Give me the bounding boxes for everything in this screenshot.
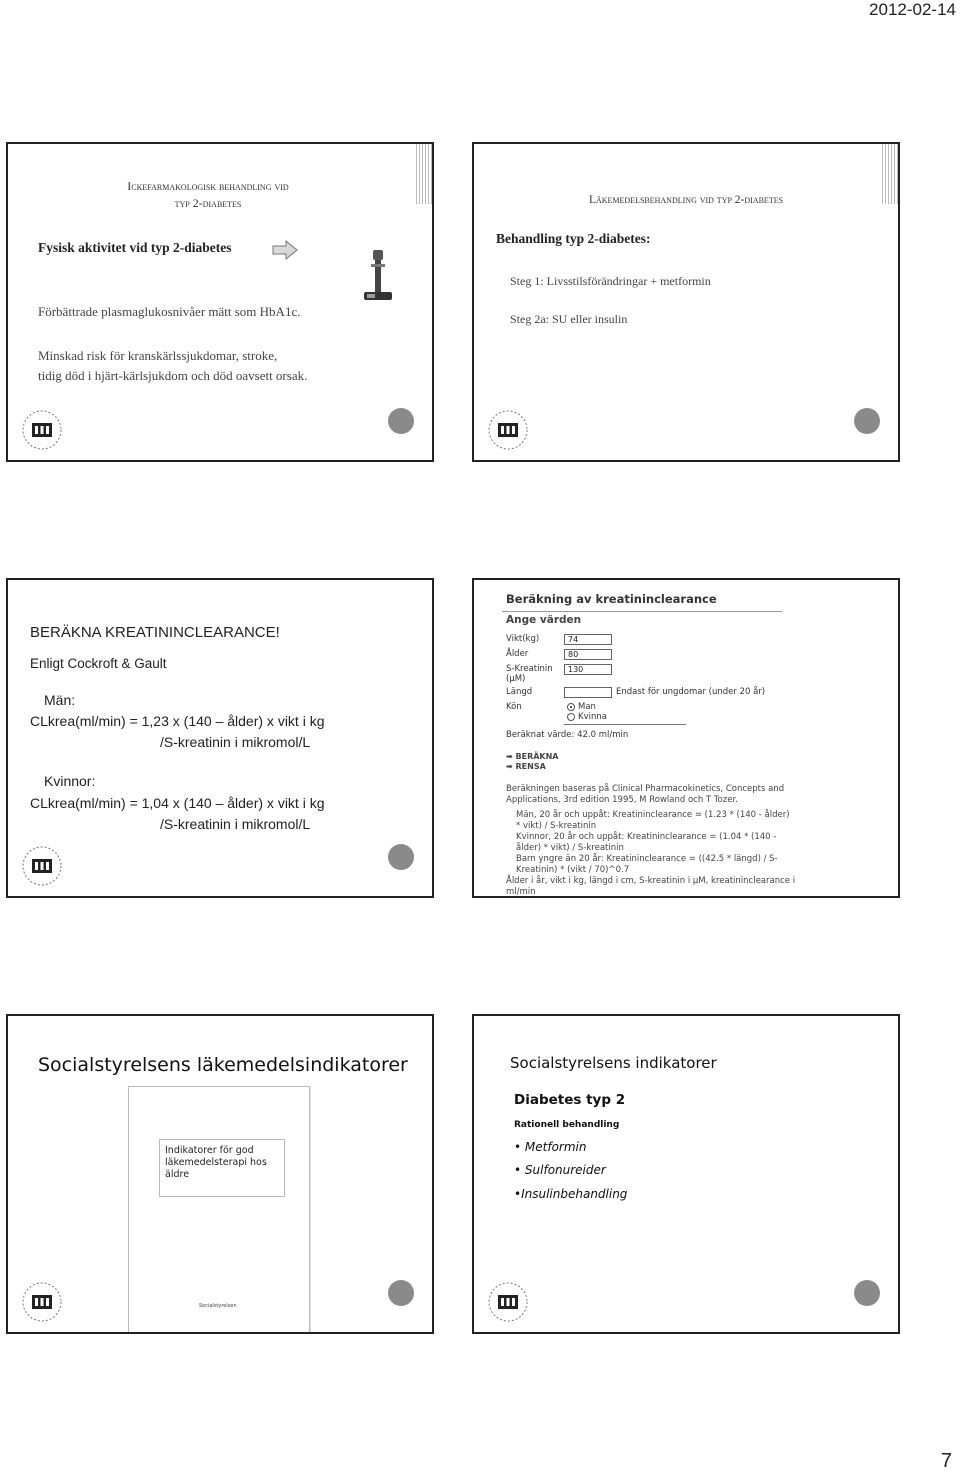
umea-university-logo-icon — [20, 844, 64, 888]
sex-female-radio[interactable] — [567, 713, 575, 721]
bullet-icon: • — [514, 1140, 525, 1154]
slide-ickefarmakologisk — [6, 142, 434, 462]
list-item-label: Sulfonureider — [524, 1163, 606, 1177]
slide-point-2 — [38, 346, 338, 386]
slide-subheading: Rationell behandling — [514, 1120, 620, 1130]
length-input[interactable] — [564, 687, 612, 698]
slide-socialstyrelsens-indikatorer — [472, 1014, 900, 1334]
slide-title: Socialstyrelsens läkemedelsindikatorer — [38, 1054, 408, 1076]
sex-male-radio[interactable] — [567, 703, 575, 711]
slide-heading: Behandling typ 2-diabetes: — [496, 231, 651, 246]
slide-point-1: Förbättrade plasmaglukosnivåer mätt som HbA1c. — [38, 304, 301, 319]
sex-male-label: Man — [578, 702, 596, 712]
slide-edge-shadow — [416, 144, 432, 204]
title-line-2: typ 2-diabetes — [174, 196, 242, 210]
body-scale-icon — [358, 248, 398, 304]
bullet-icon: • — [514, 1187, 522, 1201]
slide-dot-icon — [388, 844, 414, 870]
umea-university-logo-icon — [20, 408, 64, 452]
screatinine-label-line-2: (µM) — [506, 674, 526, 684]
slide-step-2: Steg 2a: SU eller insulin — [510, 312, 628, 326]
bullet-icon: • — [514, 1163, 525, 1177]
arrow-right-icon — [272, 240, 298, 260]
women-formula: CLkrea(ml/min) = 1,04 x (140 – ålder) x vikt i kg — [30, 795, 325, 811]
length-note: Endast för ungdomar (under 20 år) — [616, 687, 766, 697]
result-value: Beräknat värde: 42.0 ml/min — [506, 730, 629, 740]
age-label: Ålder — [506, 649, 529, 659]
list-item-label: Metformin — [524, 1140, 587, 1154]
section-heading: Ange värden — [506, 614, 582, 626]
slide-title: Läkemedelsbehandling vid typ 2-diabetes — [588, 194, 784, 206]
slide-dot-icon — [854, 408, 880, 434]
women-label: Kvinnor: — [44, 773, 96, 789]
units-footnote: Ålder i år, vikt i kg, längd i cm, S-kreatinin i µM, kreatininclearance i ml/min — [506, 876, 796, 897]
slide-socialstyrelsens-lakemedelsindikatorer — [6, 1014, 434, 1334]
men-formula: CLkrea(ml/min) = 1,23 x (140 – ålder) x vikt i kg — [30, 713, 325, 729]
weight-input[interactable]: 74 — [564, 634, 612, 645]
bullet-women: Kvinnor, 20 år och uppåt: Kreatininclearance = (1.04 * (140 - ålder) * vikt) / S-kreatinin — [516, 832, 777, 853]
slide-title: Socialstyrelsens indikatorer — [510, 1054, 717, 1072]
title-underline — [502, 611, 782, 612]
slide-subtitle: Diabetes typ 2 — [514, 1092, 626, 1108]
umea-university-logo-icon — [20, 1280, 64, 1324]
bullet-children: Barn yngre än 20 år: Kreatininclearance = ((42.5 * längd) / S-Kreatinin) * (vikt / 70)^0.7 — [516, 854, 778, 875]
point-2-line-1: Minskad risk för kranskärlssjukdomar, stroke, — [38, 348, 278, 363]
slide-step-1: Steg 1: Livsstilsförändringar + metformin — [510, 274, 711, 288]
document-title: Indikatorer för god läkemedelsterapi hos äldre — [165, 1145, 267, 1180]
screatinine-label-line-1: S-Kreatinin — [506, 664, 553, 674]
list-item — [514, 1140, 586, 1154]
title-line-1: Ickefarmakologisk behandling vid — [127, 179, 289, 193]
weight-label: Vikt(kg) — [506, 634, 540, 644]
divider — [564, 724, 686, 725]
slide-dot-icon — [388, 408, 414, 434]
arrow-right-icon: ➡ — [506, 762, 516, 771]
list-item-label: Insulinbehandling — [521, 1187, 628, 1201]
document-cover-image — [128, 1086, 310, 1334]
length-label: Längd — [506, 687, 533, 697]
point-2-line-2: tidig död i hjärt-kärlsjukdom och död oavsett orsak. — [38, 368, 308, 383]
slide-dot-icon — [854, 1280, 880, 1306]
screatinine-input[interactable]: 130 — [564, 664, 612, 675]
screatinine-label — [506, 664, 553, 684]
umea-university-logo-icon — [486, 1280, 530, 1324]
age-input[interactable]: 80 — [564, 649, 612, 660]
reference-text: Beräkningen baseras på Clinical Pharmacokinetics, Concepts and Applications, 3rd edition 1995, M Rowland och T Tozer. — [506, 784, 785, 805]
slide-lakemedelsbehandling — [472, 142, 900, 462]
sex-female-label: Kvinna — [578, 712, 607, 722]
arrow-right-icon: ➡ — [506, 752, 516, 761]
men-label: Män: — [44, 692, 76, 708]
sex-label: Kön — [506, 702, 522, 712]
bullet-men: Män, 20 år och uppåt: Kreatininclearance = (1.23 * (140 - ålder) * vikt) / S-kreatinin — [516, 810, 790, 831]
clear-button[interactable] — [506, 762, 546, 771]
calculate-button[interactable] — [506, 752, 559, 761]
list-item — [514, 1163, 606, 1177]
socialstyrelsen-logo: Socialstyrelsen — [199, 1303, 237, 1309]
slide-subtitle: Enligt Cockroft & Gault — [30, 656, 167, 671]
page-number: 7 — [940, 1450, 952, 1472]
list-item — [514, 1187, 627, 1201]
page-date: 2012-02-14 — [869, 0, 956, 19]
slide-berakna-kreatininclearance — [6, 578, 434, 898]
slide-heading: Fysisk aktivitet vid typ 2-diabetes — [38, 240, 232, 255]
umea-university-logo-icon — [486, 408, 530, 452]
slide-dot-icon — [388, 1280, 414, 1306]
clear-button-label: RENSA — [515, 762, 546, 771]
calculate-button-label: BERÄKNA — [515, 752, 559, 761]
women-divisor: /S-kreatinin i mikromol/L — [160, 816, 311, 832]
slide-title — [78, 178, 338, 212]
calculator-title: Beräkning av kreatininclearance — [506, 592, 717, 606]
slide-calculator-screenshot — [472, 578, 900, 898]
men-divisor: /S-kreatinin i mikromol/L — [160, 734, 311, 750]
slide-title: BERÄKNA KREATININCLEARANCE! — [30, 624, 280, 641]
